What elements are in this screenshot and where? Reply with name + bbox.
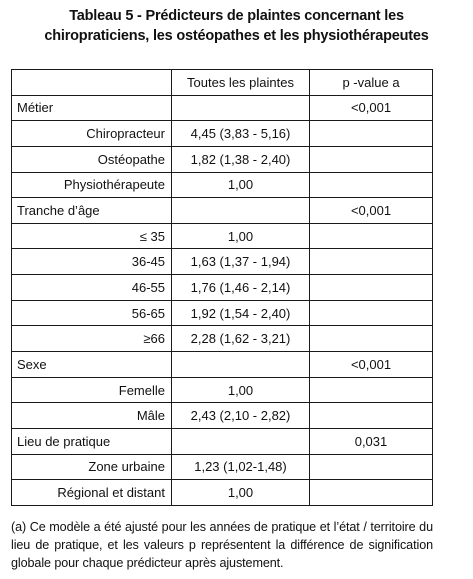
row-value: 1,00 bbox=[172, 172, 310, 198]
row-p-value: <0,001 bbox=[310, 95, 433, 121]
row-value bbox=[172, 95, 310, 121]
table-body bbox=[12, 95, 433, 505]
row-p-value bbox=[310, 454, 433, 480]
footnote: (a) Ce modèle a été ajusté pour les années de pratique et l’état / territoire du lieu de pratique, et les valeurs p représentent la différence de signification globale pour chaque prédicteur après ajustement. bbox=[11, 520, 433, 570]
row-value: 4,45 (3,83 - 5,16) bbox=[172, 121, 310, 147]
row-p-value: <0,001 bbox=[310, 352, 433, 378]
row-p-value bbox=[310, 146, 433, 172]
row-value: 1,00 bbox=[172, 223, 310, 249]
row-label: 46-55 bbox=[12, 275, 172, 301]
row-p-value bbox=[310, 377, 433, 403]
row-p-value: 0,031 bbox=[310, 428, 433, 454]
row-label: Chiropracteur bbox=[12, 121, 172, 147]
row-p-value bbox=[310, 326, 433, 352]
row-p-value bbox=[310, 300, 433, 326]
table-row bbox=[12, 146, 433, 172]
row-label: Ostéopathe bbox=[12, 146, 172, 172]
table-row bbox=[12, 377, 433, 403]
table-row bbox=[12, 403, 433, 429]
table-row bbox=[12, 223, 433, 249]
table-row bbox=[12, 352, 433, 378]
row-value bbox=[172, 352, 310, 378]
row-value: 2,28 (1,62 - 3,21) bbox=[172, 326, 310, 352]
table-row bbox=[12, 249, 433, 275]
header-p-value: p -value a bbox=[310, 70, 433, 96]
row-label: Métier bbox=[12, 95, 172, 121]
row-label: Régional et distant bbox=[12, 480, 172, 506]
row-p-value bbox=[310, 223, 433, 249]
row-label: 56-65 bbox=[12, 300, 172, 326]
row-value: 1,92 (1,54 - 2,40) bbox=[172, 300, 310, 326]
row-p-value bbox=[310, 121, 433, 147]
row-value: 1,76 (1,46 - 2,14) bbox=[172, 275, 310, 301]
predictors-table bbox=[11, 69, 433, 506]
table-row bbox=[12, 275, 433, 301]
row-label: Femelle bbox=[12, 377, 172, 403]
row-label: Zone urbaine bbox=[12, 454, 172, 480]
table-row bbox=[12, 300, 433, 326]
row-p-value bbox=[310, 480, 433, 506]
table-row bbox=[12, 454, 433, 480]
header-all-complaints: Toutes les plaintes bbox=[172, 70, 310, 96]
row-value: 1,00 bbox=[172, 377, 310, 403]
row-p-value bbox=[310, 172, 433, 198]
row-label: Sexe bbox=[12, 352, 172, 378]
row-value: 1,82 (1,38 - 2,40) bbox=[172, 146, 310, 172]
row-value bbox=[172, 428, 310, 454]
row-p-value bbox=[310, 249, 433, 275]
table-row bbox=[12, 172, 433, 198]
table-row bbox=[12, 326, 433, 352]
row-value: 1,63 (1,37 - 1,94) bbox=[172, 249, 310, 275]
table-row bbox=[12, 480, 433, 506]
row-p-value bbox=[310, 275, 433, 301]
row-label: Lieu de pratique bbox=[12, 428, 172, 454]
table-row bbox=[12, 95, 433, 121]
row-label: Physiothérapeute bbox=[12, 172, 172, 198]
row-label: ≥66 bbox=[12, 326, 172, 352]
row-p-value bbox=[310, 403, 433, 429]
row-label: Mâle bbox=[12, 403, 172, 429]
row-value: 1,23 (1,02-1,48) bbox=[172, 454, 310, 480]
row-label: 36-45 bbox=[12, 249, 172, 275]
row-value: 2,43 (2,10 - 2,82) bbox=[172, 403, 310, 429]
row-value bbox=[172, 198, 310, 224]
table-row bbox=[12, 428, 433, 454]
row-value: 1,00 bbox=[172, 480, 310, 506]
title-line-1: Tableau 5 - Prédicteurs de plaintes concernant les bbox=[69, 8, 404, 24]
title-line-2: chiropraticiens, les ostéopathes et les physiothérapeutes bbox=[44, 28, 429, 44]
table-row bbox=[12, 198, 433, 224]
header-label bbox=[12, 70, 172, 96]
table-row bbox=[12, 121, 433, 147]
row-label: Tranche d’âge bbox=[12, 198, 172, 224]
table-title bbox=[0, 6, 473, 46]
row-label: ≤ 35 bbox=[12, 223, 172, 249]
header-row bbox=[12, 70, 433, 96]
row-p-value: <0,001 bbox=[310, 198, 433, 224]
